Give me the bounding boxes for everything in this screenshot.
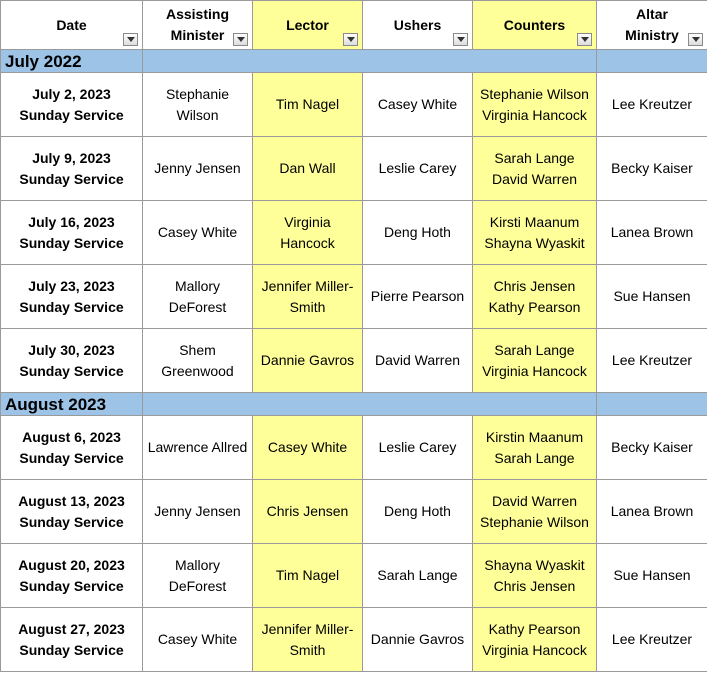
altar-ministry-cell[interactable] [597,201,707,265]
date-cell-line2: Sunday Service [19,449,124,466]
table-row [1,416,707,480]
counters-cell-line1: Sarah Lange [494,341,575,358]
altar-ministry-cell[interactable] [597,480,707,544]
counters-cell-line2: Virginia Hancock [482,106,587,123]
lector-cell[interactable] [253,329,363,393]
assisting-minister-cell[interactable] [143,137,253,201]
date-cell-line2: Sunday Service [19,513,124,530]
counters-cell-line1: Sarah Lange [494,149,575,166]
assisting-minister-cell[interactable] [143,265,253,329]
counters-cell[interactable] [473,201,597,265]
lector-cell[interactable] [253,201,363,265]
assisting-minister-cell-line1: Stephanie [165,85,230,102]
table-row [1,608,707,672]
assisting-minister-cell-line2: DeForest [168,298,227,315]
chevron-down-icon [581,37,589,42]
header-assisting-line1: Assisting [165,6,229,22]
usher-cell[interactable] [363,201,473,265]
lector-cell[interactable] [253,73,363,137]
assisting-minister-cell-line1: Lawrence Allred [147,439,248,455]
date-cell-line2: Sunday Service [19,298,124,315]
counters-cell-line1: Stephanie Wilson [480,85,589,102]
counters-cell-line1: Kirsti Maanum [489,213,580,230]
altar-ministry-cell-line1: Sue Hansen [613,288,691,304]
counters-cell[interactable] [473,416,597,480]
assisting-minister-cell[interactable] [143,201,253,265]
lector-cell[interactable] [253,480,363,544]
month-header-row [1,50,707,73]
usher-cell-line1: Leslie Carey [378,160,457,176]
date-cell-line1: August 20, 2023 [18,556,125,573]
lector-cell[interactable] [253,608,363,672]
counters-cell-line1: Kathy Pearson [488,620,581,637]
date-cell-line1: August 13, 2023 [18,492,125,509]
usher-cell-line1: David Warren [374,352,461,368]
usher-cell-line1: Casey White [377,96,458,112]
date-cell[interactable] [1,416,143,480]
chevron-down-icon [692,37,700,42]
lector-cell-line1: Chris Jensen [266,503,349,519]
filter-dropdown-ushers[interactable] [453,33,468,46]
assisting-minister-cell-line1: Mallory [174,556,221,573]
usher-cell[interactable] [363,416,473,480]
month-label: August 2023 [1,393,143,416]
assisting-minister-cell-line1: Shem [179,341,216,358]
lector-cell[interactable] [253,416,363,480]
month-label: July 2022 [1,50,143,73]
altar-ministry-cell[interactable] [597,416,707,480]
filter-dropdown-date[interactable] [123,33,138,46]
usher-cell[interactable] [363,608,473,672]
table-row [1,544,707,608]
date-cell-line1: July 23, 2023 [28,277,115,294]
date-cell-line1: August 27, 2023 [18,620,125,637]
date-cell-line2: Sunday Service [19,170,124,187]
assisting-minister-cell-line2: Wilson [176,106,219,123]
usher-cell[interactable] [363,329,473,393]
filter-dropdown-altar[interactable] [688,33,703,46]
usher-cell-line1: Leslie Carey [378,439,457,455]
altar-ministry-cell[interactable] [597,608,707,672]
altar-ministry-cell-line1: Lanea Brown [610,224,694,240]
altar-ministry-cell[interactable] [597,73,707,137]
altar-ministry-cell-line1: Sue Hansen [613,567,691,583]
date-cell-line2: Sunday Service [19,234,124,251]
lector-cell-line2: Hancock [280,234,335,251]
header-lector-label: Lector [286,16,329,33]
altar-ministry-cell-line1: Becky Kaiser [611,160,693,176]
date-cell[interactable] [1,329,143,393]
date-cell-line2: Sunday Service [19,641,124,658]
chevron-down-icon [237,37,245,42]
counters-cell[interactable] [473,329,597,393]
date-cell-line2: Sunday Service [19,362,124,379]
assisting-minister-cell[interactable] [143,544,253,608]
lector-cell-line1: Jennifer Miller- [261,620,354,637]
assisting-minister-cell-line2: Greenwood [161,362,234,379]
date-cell[interactable] [1,480,143,544]
lector-cell-line1: Virginia [284,213,331,230]
counters-cell-line1: David Warren [491,492,578,509]
date-cell-line1: July 9, 2023 [32,149,111,166]
header-counters [473,1,597,50]
chevron-down-icon [127,37,135,42]
header-row [1,1,707,50]
usher-cell[interactable] [363,137,473,201]
counters-cell-line2: Shayna Wyaskit [484,234,585,251]
header-ushers [363,1,473,50]
usher-cell[interactable] [363,480,473,544]
counters-cell-line2: Kathy Pearson [488,298,581,315]
date-cell-line1: July 30, 2023 [28,341,115,358]
altar-ministry-cell-line1: Lee Kreutzer [611,96,693,112]
date-cell[interactable] [1,608,143,672]
altar-ministry-cell[interactable] [597,544,707,608]
counters-cell[interactable] [473,480,597,544]
altar-ministry-cell-line1: Becky Kaiser [611,439,693,455]
assisting-minister-cell-line1: Jenny Jensen [154,503,241,519]
date-cell[interactable] [1,265,143,329]
altar-ministry-cell[interactable] [597,329,707,393]
altar-ministry-cell-line1: Lee Kreutzer [611,352,693,368]
header-altar-ministry [597,1,707,50]
date-cell-line1: July 2, 2023 [32,85,111,102]
assisting-minister-cell-line2: DeForest [168,577,227,594]
date-cell-line1: July 16, 2023 [28,213,115,230]
counters-cell-line2: Sarah Lange [494,449,575,466]
assisting-minister-cell[interactable] [143,73,253,137]
date-cell[interactable] [1,201,143,265]
header-date [1,1,143,50]
table-row [1,73,707,137]
usher-cell[interactable] [363,265,473,329]
usher-cell-line1: Deng Hoth [384,503,451,519]
assisting-minister-cell[interactable] [143,329,253,393]
counters-cell[interactable] [473,265,597,329]
usher-cell-line1: Deng Hoth [384,224,451,240]
date-cell-line2: Sunday Service [19,577,124,594]
altar-ministry-cell-line1: Lanea Brown [610,503,694,519]
date-cell[interactable] [1,544,143,608]
header-altar-line1: Altar [636,6,668,22]
lector-cell-line1: Jennifer Miller- [261,277,354,294]
assisting-minister-cell[interactable] [143,608,253,672]
lector-cell[interactable] [253,265,363,329]
assisting-minister-cell-line1: Casey White [157,631,238,647]
counters-cell[interactable] [473,137,597,201]
counters-cell[interactable] [473,73,597,137]
lector-cell-line2: Smith [289,641,326,658]
header-ushers-label: Ushers [393,16,442,33]
lector-cell-line1: Tim Nagel [275,96,340,112]
usher-cell-line1: Dannie Gavros [370,631,465,647]
counters-cell-line2: David Warren [491,170,578,187]
table-row [1,265,707,329]
month-band-end [597,393,707,416]
altar-ministry-cell[interactable] [597,137,707,201]
lector-cell-line1: Dannie Gavros [260,352,355,368]
header-date-label: Date [56,16,87,33]
lector-cell-line1: Dan Wall [279,160,336,176]
filter-dropdown-lector[interactable] [343,33,358,46]
chevron-down-icon [347,37,355,42]
header-altar-line2: Ministry [625,27,679,43]
header-assisting-minister [143,1,253,50]
counters-cell-line1: Chris Jensen [493,277,576,294]
lector-cell[interactable] [253,544,363,608]
header-lector [253,1,363,50]
counters-cell-line1: Kirstin Maanum [485,428,584,445]
month-band [143,393,597,416]
month-band-end [597,50,707,73]
filter-dropdown-counters[interactable] [577,33,592,46]
altar-ministry-cell[interactable] [597,265,707,329]
counters-cell-line2: Virginia Hancock [482,641,587,658]
header-assisting-line2: Minister [170,27,225,43]
month-band [143,50,597,73]
usher-cell-line1: Pierre Pearson [370,288,465,304]
counters-cell[interactable] [473,544,597,608]
assisting-minister-cell-line1: Mallory [174,277,221,294]
chevron-down-icon [457,37,465,42]
usher-cell-line1: Sarah Lange [377,567,458,583]
date-cell-line2: Sunday Service [19,106,124,123]
assisting-minister-cell-line1: Casey White [157,224,238,240]
table-row [1,201,707,265]
date-cell-line1: August 6, 2023 [22,428,121,445]
table-row [1,329,707,393]
counters-cell-line2: Chris Jensen [493,577,576,594]
date-cell[interactable] [1,73,143,137]
table-row [1,137,707,201]
lector-cell-line1: Tim Nagel [275,567,340,583]
counters-cell[interactable] [473,608,597,672]
assisting-minister-cell-line1: Jenny Jensen [154,160,241,176]
filter-dropdown-assisting[interactable] [233,33,248,46]
altar-ministry-cell-line1: Lee Kreutzer [611,631,693,647]
month-header-row [1,393,707,416]
assisting-minister-cell[interactable] [143,416,253,480]
counters-cell-line1: Shayna Wyaskit [484,556,585,573]
header-counters-label: Counters [503,16,566,33]
lector-cell-line2: Smith [289,298,326,315]
counters-cell-line2: Stephanie Wilson [480,513,589,530]
lector-cell[interactable] [253,137,363,201]
table-row [1,480,707,544]
usher-cell[interactable] [363,544,473,608]
date-cell[interactable] [1,137,143,201]
counters-cell-line2: Virginia Hancock [482,362,587,379]
usher-cell[interactable] [363,73,473,137]
lector-cell-line1: Casey White [267,439,348,455]
assisting-minister-cell[interactable] [143,480,253,544]
